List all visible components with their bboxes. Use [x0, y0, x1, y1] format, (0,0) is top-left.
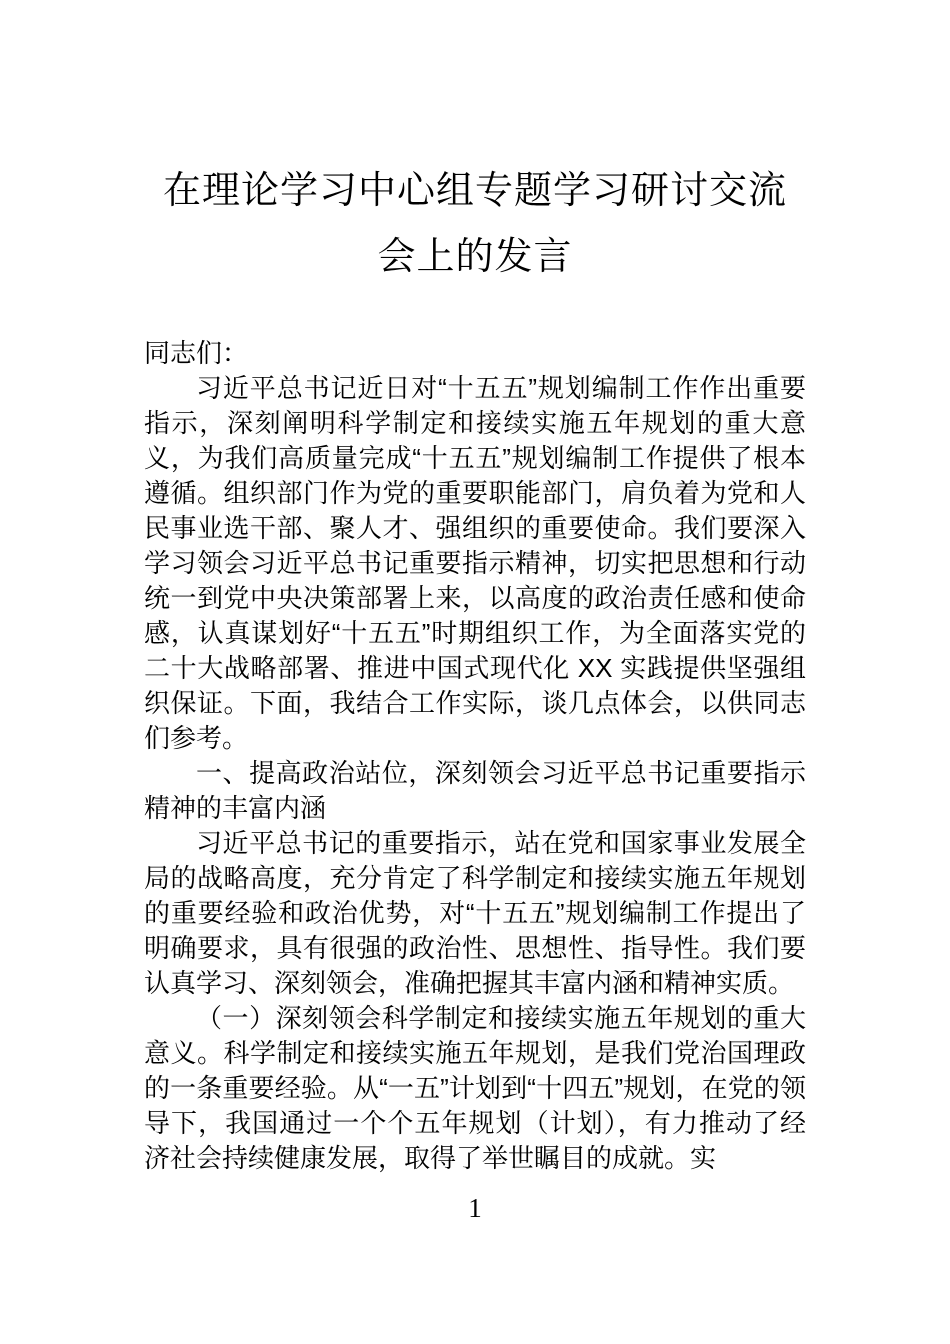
paragraph: 习近平总书记的重要指示，站在党和国家事业发展全局的战略高度，充分肯定了科学制定和接续实施五年规划的重要经验和政治优势，对“十五五”规划编制工作提出了明确要求，具有很强的政治性、思想性、指导性。我们要认真学习、深刻领会，准确把握其丰富内涵和精神实质。: [144, 828, 806, 998]
paragraph: （一）深刻领会科学制定和接续实施五年规划的重大意义。科学制定和接续实施五年规划，是我们党治国理政的一条重要经验。从“一五”计划到“十四五”规划，在党的领导下，我国通过一个个五年规划（计划），有力推动了经济社会持续健康发展，取得了举世瞩目的成就。实: [144, 1003, 806, 1173]
page-footer: [144, 1192, 806, 1224]
document-title: 在理论学习中心组专题学习研讨交流会上的发言: [162, 170, 787, 278]
paragraph: 习近平总书记近日对“十五五”规划编制工作作出重要指示，深刻阐明科学制定和接续实施五年规划的重大意义，为我们高质量完成“十五五”规划编制工作提供了根本遵循。组织部门作为党的重要职能部门，肩负着为党和人民事业选干部、聚人才、强组织的重要使命。我们要深入学习领会习近平总书记重要指示精神，切实把思想和行动统一到党中央决策部署上来，以高度的政治责任感和使命感，认真谋划好“十五五”时期组织工作，为全面落实党的二十大战略部署、推进中国式现代化 XX 实践提供坚强组织保证。下面，我结合工作实际，谈几点体会，以供同志们参考。: [144, 373, 806, 753]
document-body: [144, 336, 806, 1176]
page-number: 1: [468, 1193, 482, 1223]
salutation-paragraph: 同志们：: [144, 338, 249, 368]
section-heading: 一、提高政治站位，深刻领会习近平总书记重要指示精神的丰富内涵: [144, 758, 806, 823]
